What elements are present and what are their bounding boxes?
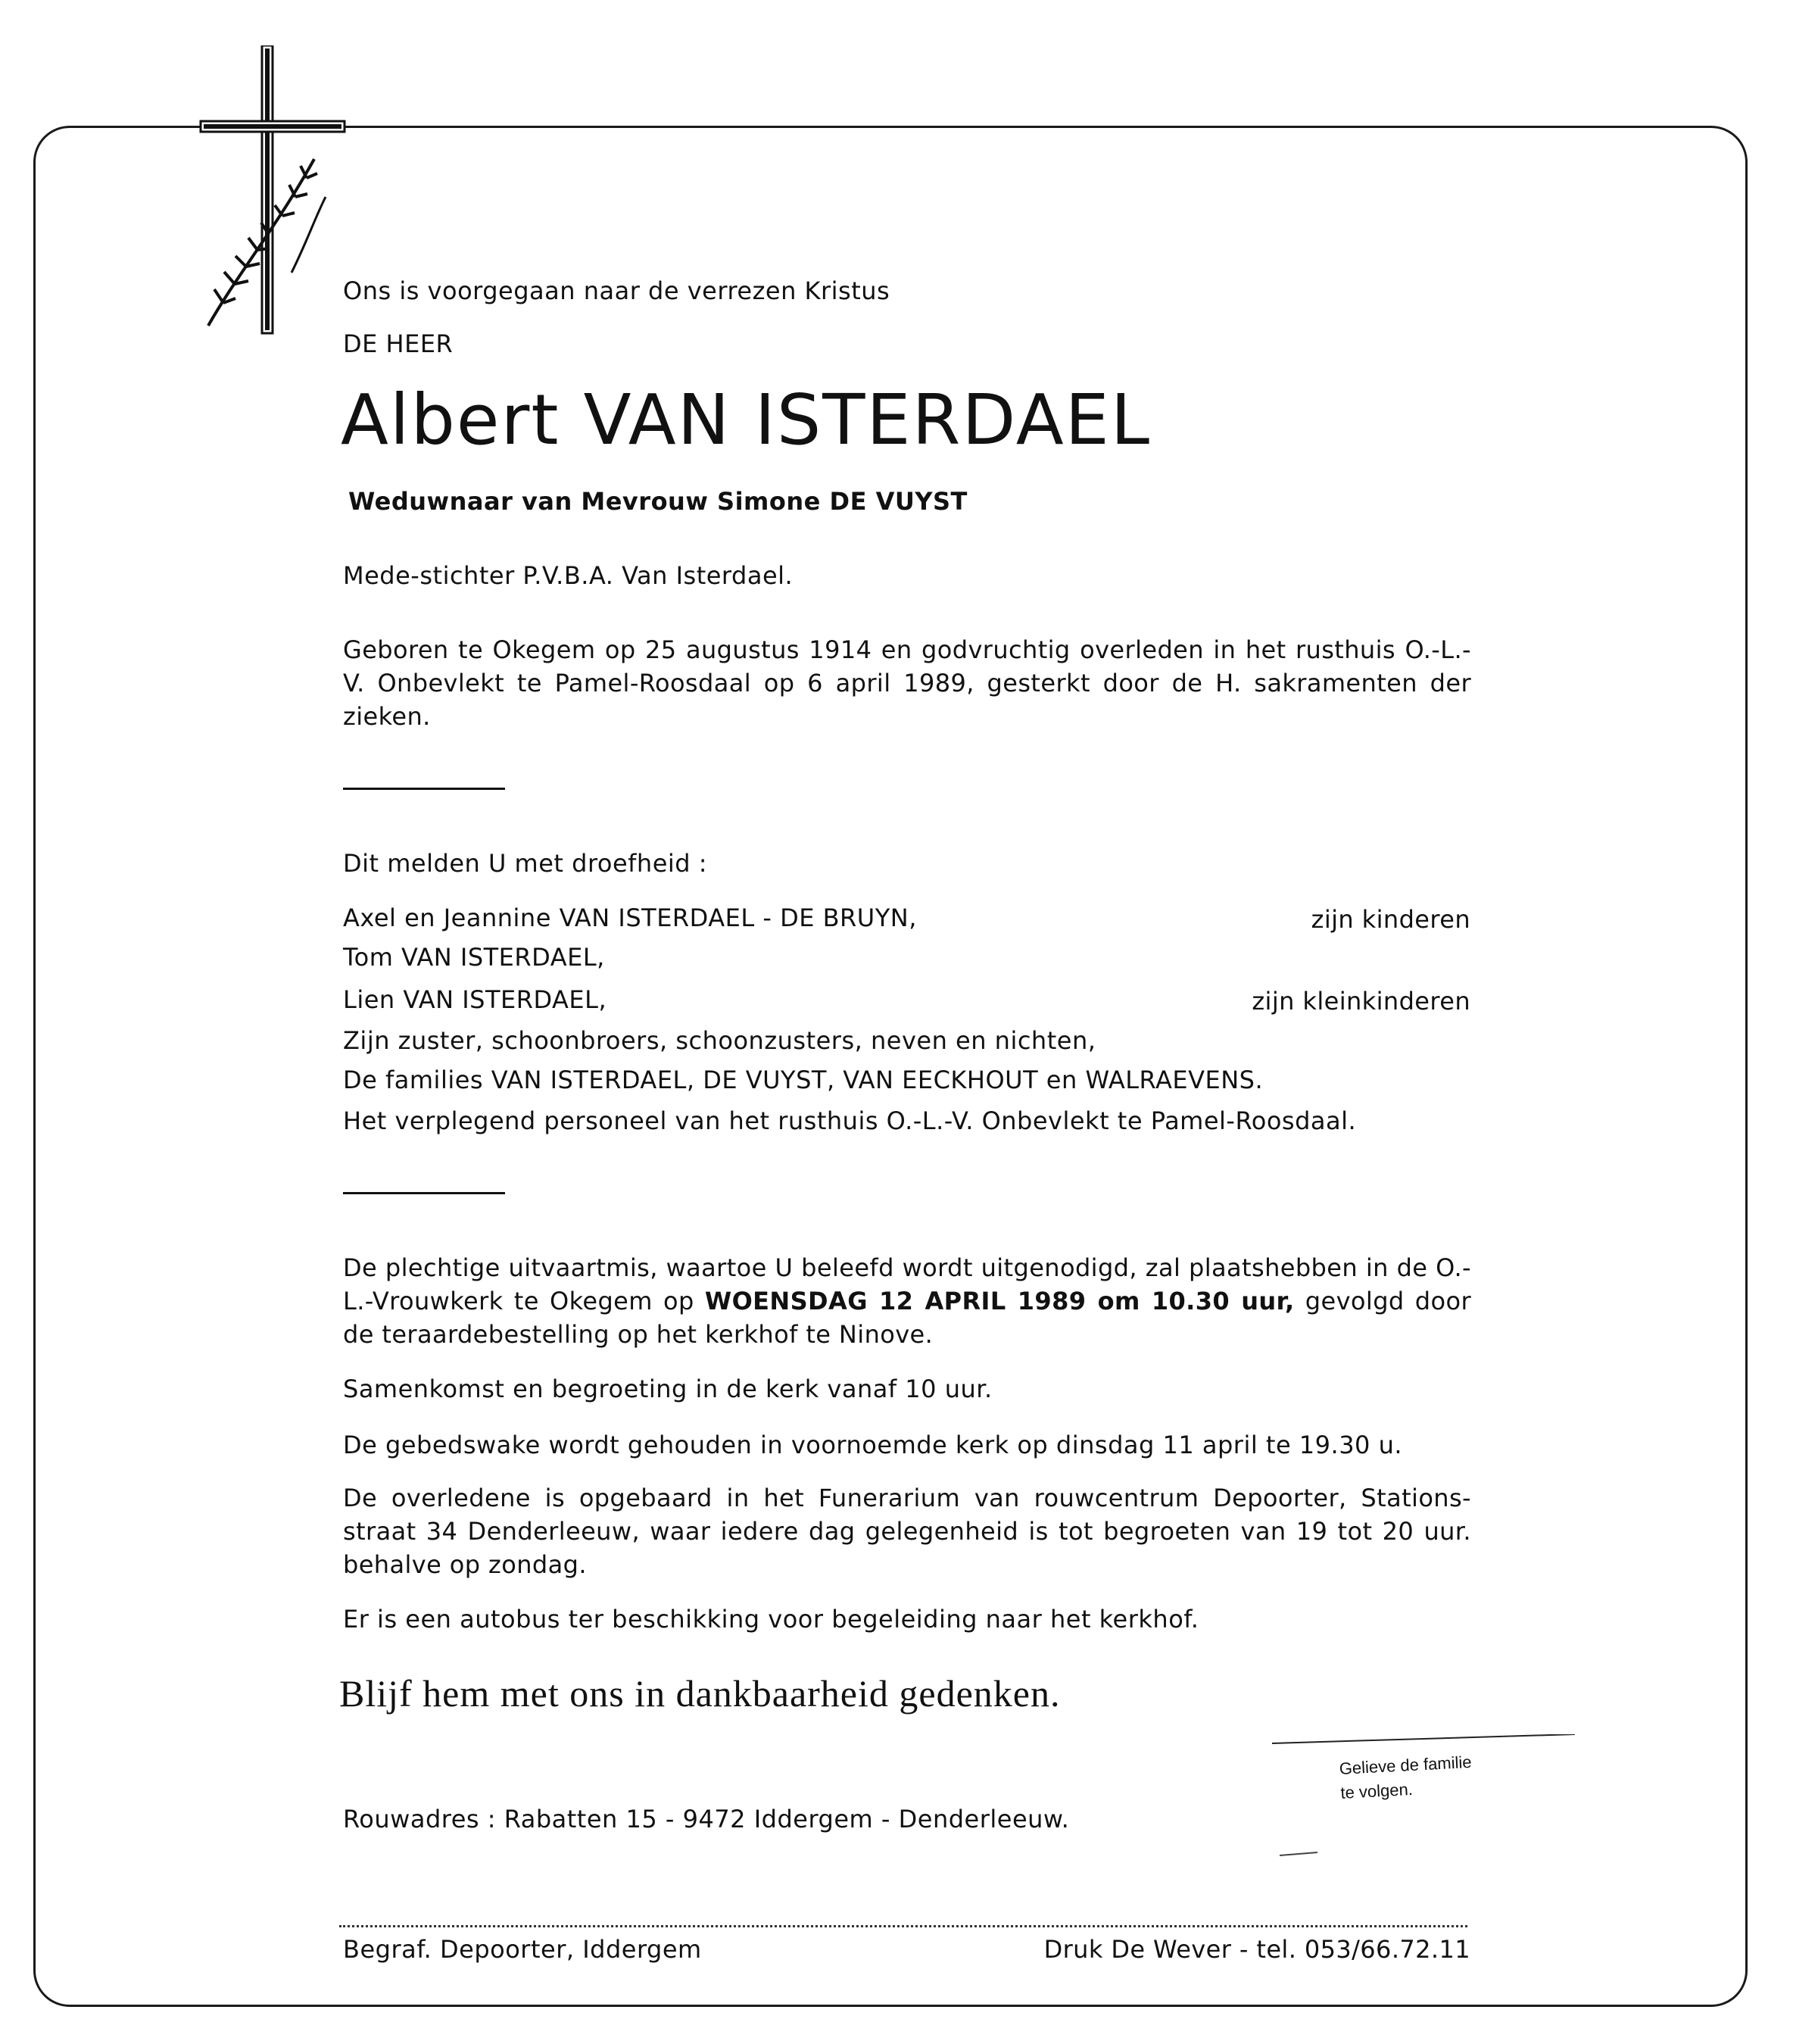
funeral-mass-text bbox=[343, 1251, 1471, 1351]
mourner-line: Het verplegend personeel van het rusthuis O.-L.-V. Onbevlekt te Pamel-Roosdaal. bbox=[343, 1106, 1357, 1135]
role-text: Mede-stichter P.V.B.A. Van Isterdael. bbox=[343, 561, 794, 590]
mourner-relation: zijn kleinkinderen bbox=[1252, 987, 1470, 1016]
funeral-home-text: De overledene is opgebaard in het Funerarium van rouwcentrum Depoorter, Stations-straat 34 Denderleeuw, waar iedere dag gelegenheid is tot begroeten van 19 tot 20 uur. behalve op zondag. bbox=[343, 1484, 1471, 1579]
title-prefix: DE HEER bbox=[343, 329, 454, 358]
intro-text: Ons is voorgegaan naar de verrezen Kristus bbox=[343, 276, 890, 305]
address-text: Rouwadres : Rabatten 15 - 9472 Iddergem - Denderleeuw. bbox=[343, 1805, 1070, 1833]
mass-text-part2: gevolgd door de teraardebestelling op het kerkhof te Ninove. bbox=[343, 1287, 1472, 1349]
mourner-line: Zijn zuster, schoonbroers, schoonzusters, neven en nichten, bbox=[343, 1026, 1096, 1055]
cross-with-branch-icon bbox=[193, 45, 352, 341]
deceased-name: Albert VAN ISTERDAEL bbox=[341, 379, 1152, 460]
mourner-line: De families VAN ISTERDAEL, DE VUYST, VAN EECKHOUT en WALRAEVENS. bbox=[343, 1066, 1264, 1094]
widower-of: Weduwnaar van Mevrouw Simone DE VUYST bbox=[348, 487, 968, 516]
closing-text: Blijf hem met ons in dankbaarheid gedenken. bbox=[339, 1672, 1061, 1715]
mourner-relation: zijn kinderen bbox=[1311, 905, 1470, 934]
note-line-1: Gelieve de familie bbox=[1339, 1752, 1473, 1778]
mourners-intro: Dit melden U met droefheid : bbox=[343, 849, 708, 878]
mass-date-time: WOENSDAG 12 APRIL 1989 om 10.30 uur, bbox=[704, 1287, 1295, 1315]
note-text bbox=[1339, 1750, 1473, 1805]
footer-separator bbox=[339, 1925, 1467, 1927]
gathering-text: Samenkomst en begroeting in de kerk vanaf 10 uur. bbox=[343, 1375, 993, 1403]
mourner-line: Lien VAN ISTERDAEL, bbox=[343, 985, 607, 1014]
mass-text-part1: De plechtige uitvaartmis, waartoe U beleefd wordt uitgenodigd, zal plaatshebben in de O.-L.-Vrouwkerk te Okegem op bbox=[343, 1253, 1471, 1315]
divider-1 bbox=[343, 788, 505, 790]
vigil-text: De gebedswake wordt gehouden in voornoemde kerk op dinsdag 11 april te 19.30 u. bbox=[343, 1431, 1403, 1459]
note-line-2: te volgen. bbox=[1339, 1779, 1414, 1802]
divider-2 bbox=[343, 1192, 505, 1194]
footer-left: Begraf. Depoorter, Iddergem bbox=[343, 1935, 702, 1964]
mourner-line: Axel en Jeannine VAN ISTERDAEL - DE BRUYN, bbox=[343, 903, 917, 932]
birth-death-text: Geboren te Okegem op 25 augustus 1914 en godvruchtig overleden in het rusthuis O.-L.-V. Onbevlekt te Pamel-Roosdaal op 6 april 1989, gesterkt door de H. sakramenten der zieken. bbox=[343, 635, 1471, 731]
mourner-line: Tom VAN ISTERDAEL, bbox=[343, 943, 605, 972]
footer-right: Druk De Wever - tel. 053/66.72.11 bbox=[1043, 1935, 1470, 1964]
bus-text: Er is een autobus ter beschikking voor begeleiding naar het kerkhof. bbox=[343, 1605, 1199, 1634]
